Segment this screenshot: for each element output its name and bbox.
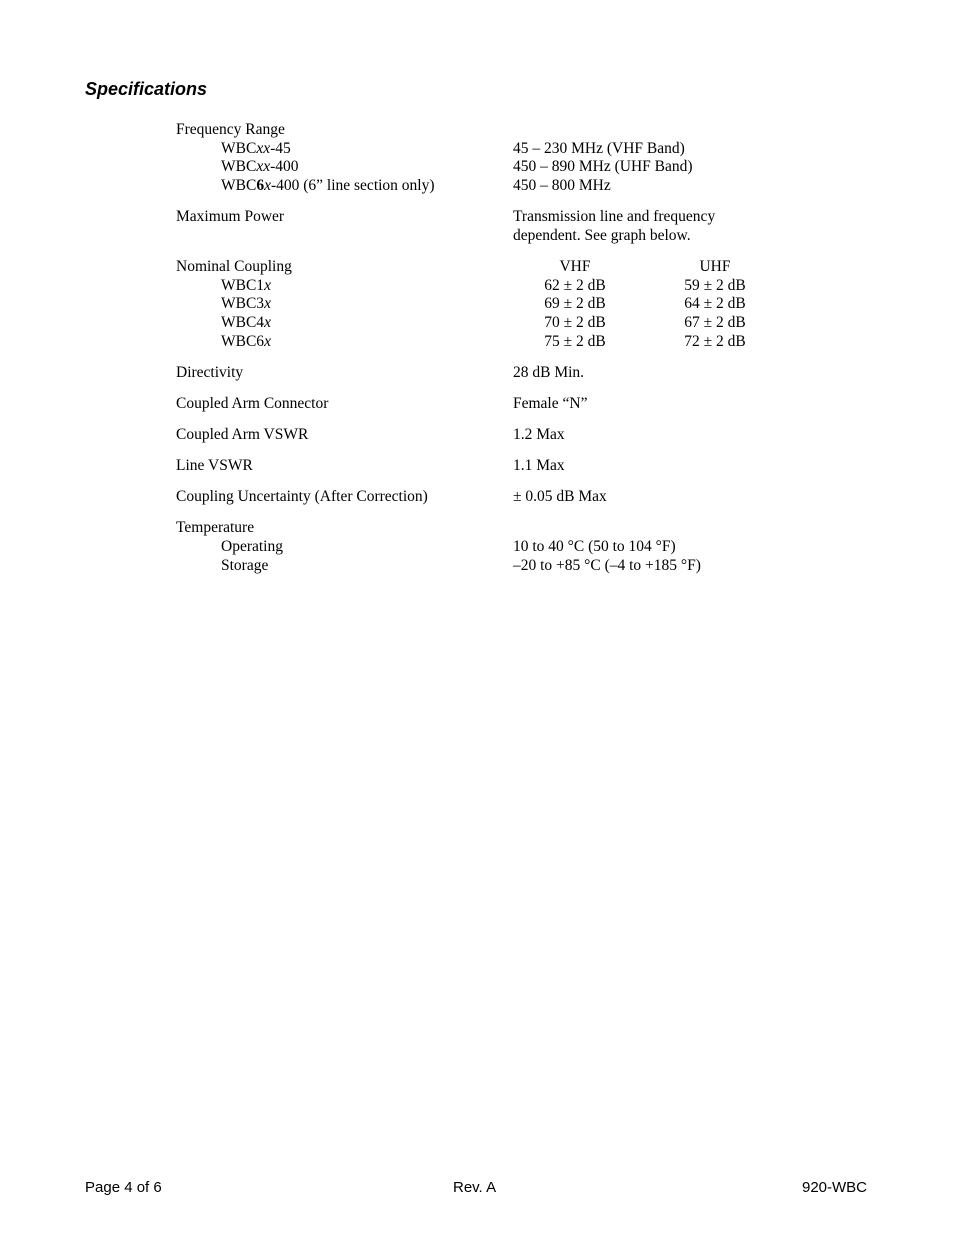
footer-revision: Rev. A	[453, 1179, 497, 1196]
model-name: WBC3x	[221, 295, 271, 313]
spec-label: Line VSWR	[176, 456, 253, 474]
model-name: WBCxx-400	[221, 158, 299, 176]
uhf-value: 64 ± 2 dB	[684, 295, 746, 313]
spec-value: Transmission line and frequency	[513, 208, 716, 226]
spec-value: ± 0.05 dB Max	[513, 488, 607, 506]
spec-subrow	[176, 140, 876, 159]
spec-temperature	[176, 519, 876, 538]
spec-subrow	[176, 538, 876, 557]
spec-subrow	[176, 158, 876, 177]
model-name: WBC6x	[221, 332, 271, 350]
spec-value: 45 – 230 MHz (VHF Band)	[513, 139, 685, 157]
spec-nominal-coupling	[176, 258, 876, 277]
spec-value: 450 – 890 MHz (UHF Band)	[513, 158, 693, 176]
vhf-value: 62 ± 2 dB	[544, 276, 606, 294]
section-heading: Specifications	[85, 79, 208, 99]
spec-frequency-range	[176, 121, 876, 140]
footer-page-number: Page 4 of 6	[85, 1179, 162, 1196]
spec-value: 10 to 40 °C (50 to 104 °F)	[513, 537, 676, 555]
spec-label: Directivity	[176, 363, 244, 381]
spec-label: Nominal Coupling	[176, 257, 292, 275]
spec-table	[176, 121, 876, 575]
spec-coupled-arm-vswr	[176, 426, 876, 445]
spec-label: Coupled Arm VSWR	[176, 425, 309, 443]
spec-subrow	[176, 177, 876, 196]
model-name: WBC4x	[221, 313, 271, 331]
footer-document-id: 920-WBC	[802, 1179, 868, 1196]
model-name: WBCxx-45	[221, 139, 291, 157]
sub-label: Operating	[221, 537, 283, 555]
coupling-row	[176, 333, 876, 352]
spec-subrow	[176, 557, 876, 576]
spec-coupled-arm-connector	[176, 395, 876, 414]
vhf-value: 69 ± 2 dB	[544, 295, 606, 313]
column-header-vhf: VHF	[559, 257, 591, 275]
spec-value-cont: dependent. See graph below.	[513, 226, 691, 244]
spec-value: Female “N”	[513, 394, 588, 412]
spec-label: Coupling Uncertainty (After Correction)	[176, 488, 428, 506]
spec-coupling-uncertainty	[176, 488, 876, 507]
model-name: WBC1x	[221, 276, 271, 294]
spec-line-vswr	[176, 457, 876, 476]
vhf-value: 70 ± 2 dB	[544, 313, 606, 331]
coupling-row	[176, 314, 876, 333]
spec-value: 450 – 800 MHz	[513, 177, 611, 195]
vhf-value: 75 ± 2 dB	[544, 332, 606, 350]
spec-value: 1.1 Max	[513, 456, 565, 474]
spec-label: Temperature	[176, 519, 255, 537]
spec-label: Frequency Range	[176, 121, 285, 138]
spec-value: –20 to +85 °C (–4 to +185 °F)	[513, 556, 701, 574]
spec-value: 1.2 Max	[513, 425, 565, 443]
uhf-value: 67 ± 2 dB	[684, 313, 746, 331]
coupling-row	[176, 277, 876, 296]
sub-label: Storage	[221, 556, 269, 574]
spec-label: Coupled Arm Connector	[176, 394, 329, 412]
spec-label: Maximum Power	[176, 208, 285, 226]
column-header-uhf: UHF	[699, 257, 731, 275]
coupling-row	[176, 295, 876, 314]
spec-value: 28 dB Min.	[513, 363, 585, 381]
spec-maximum-power	[176, 208, 876, 245]
uhf-value: 59 ± 2 dB	[684, 276, 746, 294]
uhf-value: 72 ± 2 dB	[684, 332, 746, 350]
model-name: WBC6x-400 (6” line section only)	[221, 177, 435, 195]
spec-directivity	[176, 364, 876, 383]
